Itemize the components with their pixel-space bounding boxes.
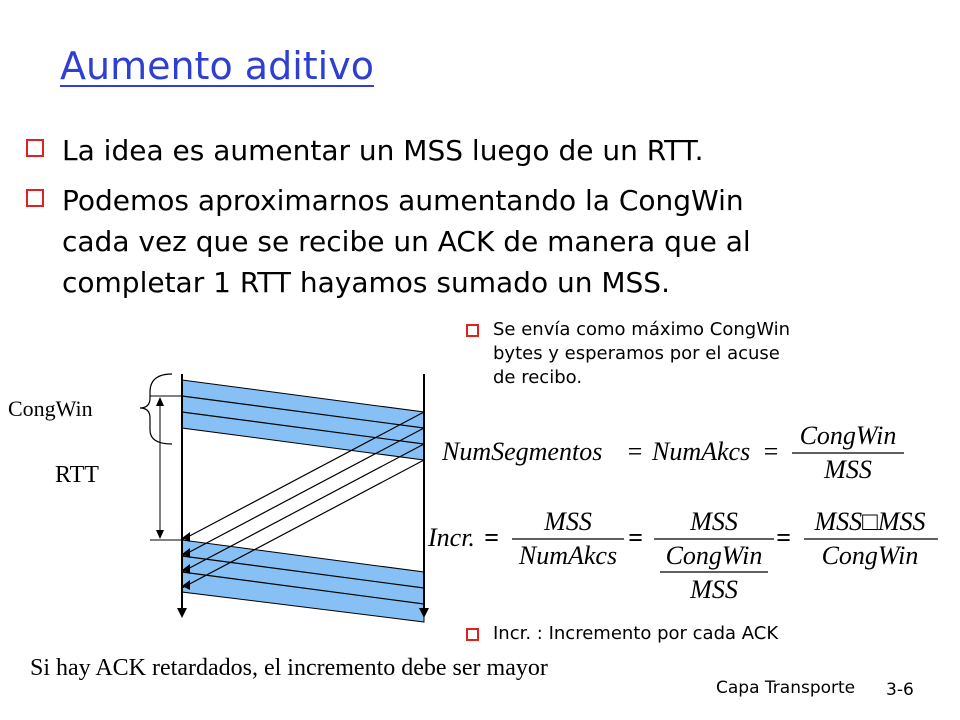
formula2-f3-num: MSS□MSS: [814, 507, 926, 536]
footer-section: Capa Transporte: [716, 678, 856, 698]
formulas: [420, 420, 950, 610]
formula1-lhs: NumSegmentos: [442, 437, 603, 466]
bullet-2-text: Podemos aproximarnos aumentando la CongWin cada vez que se recibe un ACK de manera que al completar 1 RTT hayamos sumado un MSS.: [62, 184, 751, 299]
rtt-label: RTT: [55, 462, 99, 488]
formula2-f2-num: MSS: [690, 507, 738, 536]
bullet-box-icon: [26, 139, 44, 157]
ack-line: [182, 428, 424, 556]
bullet-1: [26, 130, 926, 171]
formula2-f1-den: NumAkcs: [518, 541, 618, 570]
note-text: Si hay ACK retardados, el incremento debe ser mayor: [30, 655, 548, 681]
formula1-den: MSS: [824, 455, 872, 484]
formula2-f3-den: CongWin: [821, 541, 919, 570]
side-bullet-1: [466, 318, 906, 390]
side-bullet-1-text: Se envía como máximo CongWin bytes y esperamos por el acuse de recibo.: [493, 319, 790, 388]
formula2-eq1: =: [484, 523, 499, 552]
formula1-mid: NumAkcs: [652, 437, 751, 466]
formula2-f2-den-num: CongWin: [665, 541, 763, 570]
slide-title: Aumento aditivo: [60, 44, 374, 88]
side-bullet-2-text: Incr. : Incremento por cada ACK: [493, 623, 779, 644]
bullet-2: [26, 180, 936, 303]
formula2-lhs: Incr.: [428, 523, 475, 552]
formula1-eq2: =: [762, 437, 780, 466]
congwin-brace: [140, 374, 172, 444]
arrow-head: [177, 608, 187, 618]
side-bullet-2: [466, 622, 906, 646]
formula2-f2-den-den: MSS: [690, 575, 738, 604]
segment-block-1: [182, 380, 424, 460]
rtt-arrow-head-up: [156, 397, 164, 406]
bullet-1-text: La idea es aumentar un MSS luego de un RTT.: [62, 134, 704, 167]
formula2-eq3: =: [776, 523, 791, 552]
congwin-label: CongWin: [8, 396, 93, 421]
formula2-eq2: =: [628, 523, 643, 552]
formula2-f1-num: MSS: [544, 507, 592, 536]
bullet-box-icon: [466, 628, 479, 641]
ack-line: [182, 444, 424, 572]
rtt-arrow-head-down: [156, 530, 164, 539]
footer-page: 3-6: [886, 680, 914, 700]
bullet-box-icon: [466, 324, 479, 337]
bullet-box-icon: [26, 189, 44, 207]
formula1-num: CongWin: [799, 421, 897, 450]
formula1-eq1: =: [626, 437, 644, 466]
